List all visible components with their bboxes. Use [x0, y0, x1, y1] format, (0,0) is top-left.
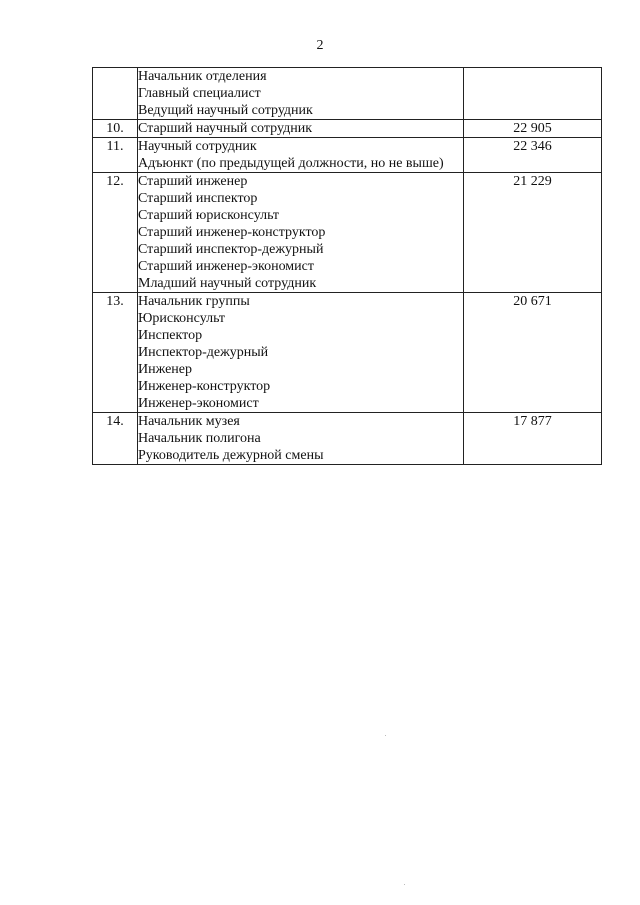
- positions-cell: [138, 138, 464, 173]
- table-row: [93, 413, 602, 465]
- position-title: Младший научный сотрудник: [138, 276, 317, 291]
- row-number: 10.: [93, 120, 138, 138]
- position-title: Старший инспектор: [138, 191, 258, 206]
- position-title: Руководитель дежурной смены: [138, 448, 324, 463]
- scan-speck: [404, 884, 405, 885]
- row-number: 14.: [93, 413, 138, 465]
- row-number: [93, 68, 138, 120]
- table-row: [93, 173, 602, 293]
- scan-speck: [385, 735, 386, 736]
- row-number: 12.: [93, 173, 138, 293]
- salary-cell: 22 905: [464, 120, 602, 138]
- position-title: Старший инженер: [138, 174, 248, 189]
- position-title: Старший юрисконсульт: [138, 208, 280, 223]
- table-row: [93, 68, 602, 120]
- page-number: 2: [316, 38, 324, 53]
- position-title: Старший инспектор-дежурный: [138, 242, 324, 257]
- position-title: Инспектор-дежурный: [138, 345, 269, 360]
- salary-cell: 20 671: [464, 293, 602, 413]
- positions-cell: [138, 120, 464, 138]
- position-title: Юрисконсульт: [138, 311, 226, 326]
- positions-cell: [138, 173, 464, 293]
- position-title: Старший инженер-конструктор: [138, 225, 326, 240]
- position-title: Начальник полигона: [138, 431, 261, 446]
- position-title: Главный специалист: [138, 86, 261, 101]
- salary-cell: 22 346: [464, 138, 602, 173]
- position-title: Инженер: [138, 362, 193, 377]
- row-number: 11.: [93, 138, 138, 173]
- position-title: Начальник музея: [138, 414, 240, 429]
- position-title: Начальник группы: [138, 294, 250, 309]
- positions-cell: [138, 68, 464, 120]
- position-title: Ведущий научный сотрудник: [138, 103, 313, 118]
- positions-cell: [138, 413, 464, 465]
- salary-cell: 21 229: [464, 173, 602, 293]
- position-title: Начальник отделения: [138, 69, 267, 84]
- table-row: [93, 138, 602, 173]
- table-row: [93, 120, 602, 138]
- position-title: Инженер-конструктор: [138, 379, 271, 394]
- salary-table: [92, 67, 602, 465]
- position-title: Инспектор: [138, 328, 203, 343]
- position-title: Инженер-экономист: [138, 396, 259, 411]
- row-number: 13.: [93, 293, 138, 413]
- positions-cell: [138, 293, 464, 413]
- position-title: Старший научный сотрудник: [138, 121, 313, 136]
- position-title: Адъюнкт (по предыдущей должности, но не выше): [138, 156, 444, 171]
- salary-cell: 17 877: [464, 413, 602, 465]
- position-title: Старший инженер-экономист: [138, 259, 314, 274]
- position-title: Научный сотрудник: [138, 139, 257, 154]
- salary-cell: [464, 68, 602, 120]
- table-row: [93, 293, 602, 413]
